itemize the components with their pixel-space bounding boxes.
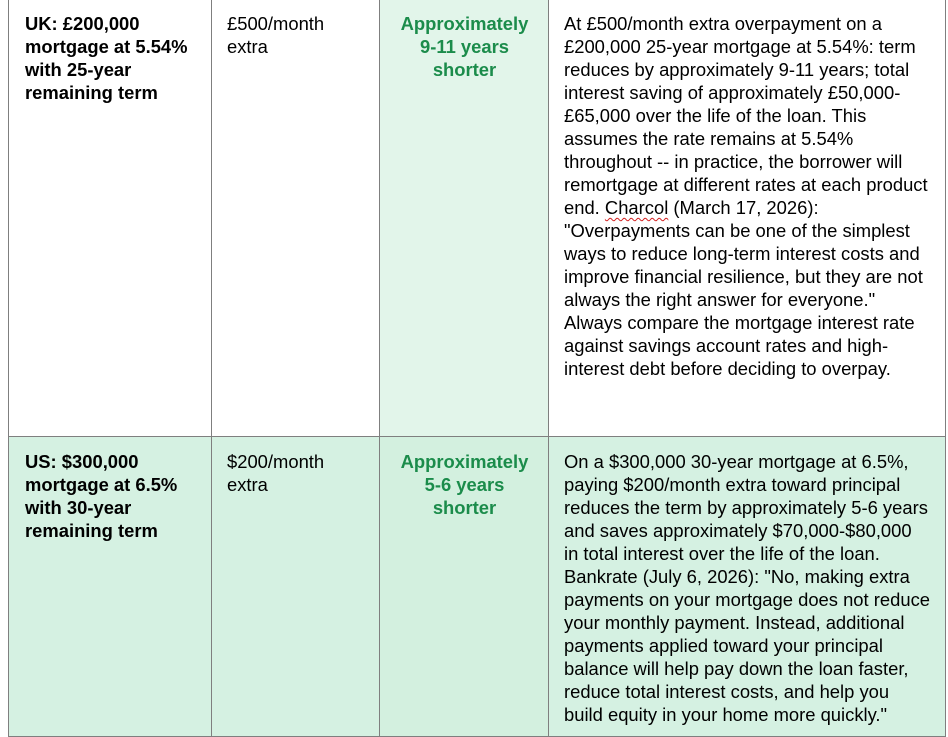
overpayment-amount-text: $200/month extra (227, 451, 325, 495)
table-row (9, 0, 946, 437)
scenario-cell[interactable] (9, 437, 212, 737)
notes-text (564, 12, 931, 380)
spellcheck-flagged-word[interactable]: Charcol (604, 197, 669, 218)
notes-cell[interactable] (549, 0, 946, 437)
scenario-text: UK: £200,000 mortgage at 5.54% with 25-year remaining term (25, 13, 188, 103)
term-reduction-text: Approximately 9-11 years shorter (400, 13, 529, 80)
overpayment-amount-cell[interactable] (212, 0, 380, 437)
term-reduction-text: Approximately 5-6 years shorter (400, 451, 529, 518)
scenario-cell[interactable] (9, 0, 212, 437)
notes-text: On a $300,000 30-year mortgage at 6.5%, paying $200/month extra toward principal reduces the term by approximately 5-6 years and saves approximately $70,000-$80,000 in total interest over the life of the loan. Bankrate (July 6, 2026): "No, making extra payments on your mortgage does not reduce your monthly payment. Instead, additional payments applied toward your principal balance will help pay down the loan faster, reduce total interest costs, and help you build equity in your home more quickly." (564, 451, 936, 725)
mortgage-overpayment-table (8, 0, 946, 737)
notes-text-part: At £500/month extra overpayment on a £200,000 25-year mortgage at 5.54%: term reduces by approximately 9-11 years; total interest saving of approximately £50,000-£65,000 over the life of the loan. This assumes the rate remains at 5.54% throughout -- in practice, the borrower will remortgage at different rates at each product end. (564, 13, 933, 218)
term-reduction-cell[interactable] (380, 437, 549, 737)
notes-text-part: (March 17, 2026): "Overpayments can be one of the simplest ways to reduce long-term interest costs and improve financial resilience, but they are not always the right answer for everyone." Always compare the mortgage interest rate against savings account rates and high-interest debt before deciding to overpay. (564, 197, 928, 379)
overpayment-amount-cell[interactable] (212, 437, 380, 737)
term-reduction-cell[interactable] (380, 0, 549, 437)
notes-cell[interactable] (549, 437, 946, 737)
overpayment-amount-text: £500/month extra (227, 13, 325, 57)
scenario-text: US: $300,000 mortgage at 6.5% with 30-year remaining term (25, 451, 178, 541)
table-row (9, 437, 946, 737)
